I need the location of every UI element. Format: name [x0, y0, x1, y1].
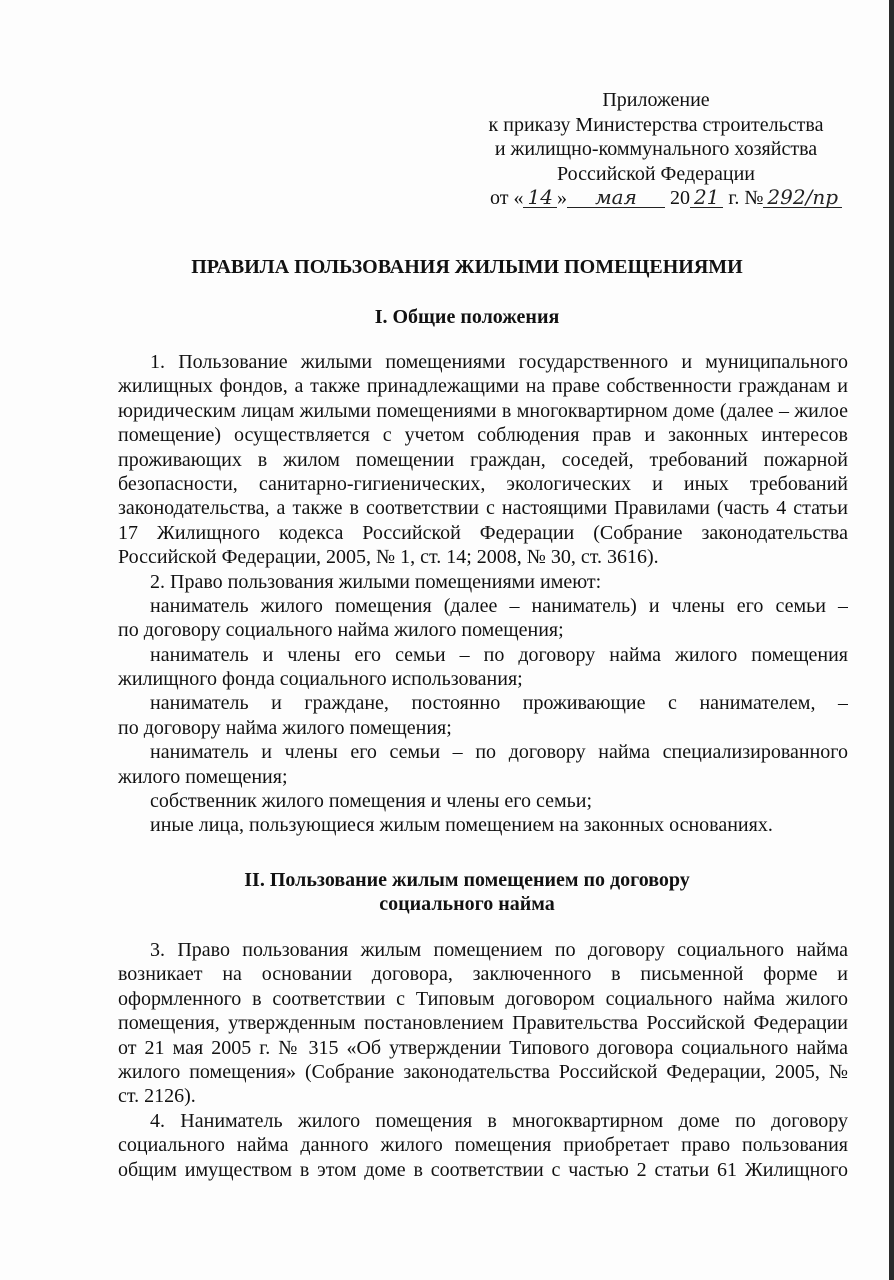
text-line: собственник жилого помещения и члены его семьи;	[150, 790, 593, 813]
text-line: помещения, утвержденным постановлением Правительства Российской Федерации	[118, 1012, 848, 1035]
header-line: Российской Федерации	[556, 162, 756, 185]
document-title: ПРАВИЛА ПОЛЬЗОВАНИЯ ЖИЛЫМИ ПОМЕЩЕНИЯМИ	[191, 256, 743, 278]
appendix-header	[470, 88, 842, 211]
text-line: оформленного в соответствии с Типовым договором социального найма жилого	[118, 987, 848, 1010]
text-line: жилого помещения» (Собрание законодательства Российской Федерации, 2005, №	[118, 1060, 848, 1083]
section-2-heading-line: социального найма	[379, 893, 555, 916]
text-line: безопасности, санитарно-гигиенических, экологических и иных требований	[118, 472, 848, 495]
text-line: 17 Жилищного кодекса Российской Федерации (Собрание законодательства	[118, 521, 848, 544]
text-line: жилищного фонда социального использования;	[118, 668, 523, 691]
order-date-line	[490, 186, 842, 211]
handwritten-year: 21	[690, 187, 723, 208]
text-line: по договору найма жилого помещения;	[118, 716, 452, 739]
text-line: наниматель жилого помещения (далее – наниматель) и члены его семьи –	[150, 594, 848, 617]
year-prefix: 20	[669, 187, 690, 209]
section-1-heading: I. Общие положения	[374, 306, 560, 328]
handwritten-number: 292/пр	[763, 187, 842, 208]
text-line: жилого помещения;	[118, 765, 288, 788]
header-line: и жилищно-коммунального хозяйства	[494, 138, 818, 160]
text-line: законодательства, а также в соответствии с настоящими Правилами (часть 4 статьи	[118, 497, 848, 520]
text-line: общим имуществом в этом доме в соответствии с частью 2 статьи 61 Жилищного	[118, 1158, 848, 1181]
text-line: 4. Наниматель жилого помещения в многоквартирном доме по договору	[150, 1109, 848, 1132]
text-line: социального найма данного жилого помещения приобретает право пользования	[118, 1134, 848, 1157]
text-line: наниматель и члены его семьи – по договору найма жилого помещения	[150, 643, 848, 666]
scan-edge	[889, 0, 894, 1280]
text-line: 3. Право пользования жилым помещением по договору социального найма	[150, 939, 848, 961]
text-line: помещение) осуществляется с учетом соблюдения прав и законных интересов	[118, 424, 848, 447]
handwritten-day: 14	[523, 187, 556, 208]
text-line: жилищных фондов, а также принадлежащими на праве собственности гражданам и	[118, 375, 848, 398]
header-line: к приказу Министерства строительства	[488, 113, 824, 136]
date-mid: »	[556, 187, 567, 209]
section-1-body	[118, 350, 848, 838]
text-line: наниматель и граждане, постоянно проживающие с нанимателем, –	[150, 692, 848, 715]
handwritten-month: мая	[567, 187, 665, 208]
text-line: наниматель и члены его семьи – по договору найма специализированного	[150, 741, 848, 764]
text-line: ст. 2126).	[118, 1085, 196, 1108]
text-line: по договору социального найма жилого помещения;	[118, 619, 564, 642]
text-line: проживающих в жилом помещении граждан, соседей, требований пожарной	[118, 448, 848, 471]
text-line: возникает на основании договора, заключенного в письменной форме и	[118, 963, 848, 986]
text-line: юридическим лицам жилыми помещениями в многоквартирном доме (далее – жилое	[118, 399, 848, 422]
text-line: от 21 мая 2005 г. № 315 «Об утверждении Типового договора социального найма	[118, 1036, 848, 1059]
number-prefix: г. №	[728, 187, 764, 209]
text-line: 1. Пользование жилыми помещениями государственного и муниципального	[150, 351, 848, 373]
text-line: иные лица, пользующиеся жилым помещением на законных основаниях.	[150, 814, 773, 837]
section-2-body	[118, 938, 848, 1182]
date-prefix: от «	[490, 187, 524, 209]
text-line: 2. Право пользования жилыми помещениями имеют:	[150, 570, 602, 593]
section-2-heading	[0, 868, 894, 917]
header-line: Приложение	[602, 89, 710, 111]
text-line: Российской Федерации, 2005, № 1, ст. 14; 2008, № 30, ст. 3616).	[118, 546, 659, 569]
section-2-heading-line: II. Пользование жилым помещением по договору	[244, 869, 690, 891]
